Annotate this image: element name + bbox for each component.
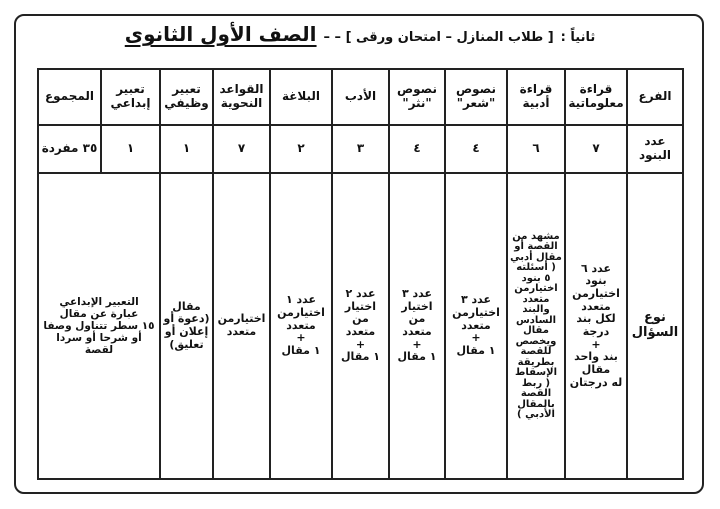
count-prose-texts: ٤ [389, 125, 445, 173]
count-total: ٣٥ مفردة [38, 125, 101, 173]
header-total: المجموع [38, 69, 101, 125]
count-functional-writing: ١ [160, 125, 213, 173]
header-functional-writing: تعبير وظيفي [160, 69, 213, 125]
count-info-reading: ٧ [565, 125, 627, 173]
type-creative-writing: التعبير الإبداعي عبارة عن مقال ١٥ سطر تتناول وصفا أو شرحا أو سردا لقصة [38, 173, 160, 479]
count-literature: ٣ [332, 125, 389, 173]
type-info-reading: عدد ٦ بنود اختيارمن متعدد لكل بند درجة + بند واحد مقال له درجتان [565, 173, 627, 479]
count-rhetoric: ٢ [270, 125, 332, 173]
exam-spec-table [37, 68, 684, 480]
count-creative-writing: ١ [101, 125, 160, 173]
counts-row [38, 125, 683, 173]
header-literature: الأدب [332, 69, 389, 125]
header-row [38, 69, 683, 125]
header-rhetoric: البلاغة [270, 69, 332, 125]
count-literary-reading: ٦ [507, 125, 565, 173]
page-title [0, 22, 720, 46]
type-rhetoric: عدد ١ اختيارمن متعدد + ١ مقال [270, 173, 332, 479]
type-literary-reading: مشهد من القصة أو مقال أدبي ( أسئلته ٥ بنود اختيارمن متعدد والبند السادس مقال ويخصص للقصة بطريقة الإسقاط ( ربط القصة بالمقال الأدبي ) [507, 173, 565, 479]
section-label: ثانياً : [560, 30, 596, 45]
types-row [38, 173, 683, 479]
header-branch: الفرع [627, 69, 683, 125]
header-creative-writing: تعبير إبداعي [101, 69, 160, 125]
type-literature: عدد ٢ اختيار من متعدد + ١ مقال [332, 173, 389, 479]
type-functional-writing: مقال (دعوة أو إعلان أو تعليق) [160, 173, 213, 479]
header-literary-reading: قراءة أدبية [507, 69, 565, 125]
count-poetry-texts: ٤ [445, 125, 507, 173]
type-poetry-texts: عدد ٣ اختيارمن متعدد + ١ مقال [445, 173, 507, 479]
exam-type: [ طلاب المنازل – امتحان ورقى ] – – [323, 30, 554, 45]
type-prose-texts: عدد ٣ اختيار من متعدد + ١ مقال [389, 173, 445, 479]
grade-label: الصف الأول الثانوى [124, 22, 317, 46]
types-label: نوع السؤال [627, 173, 683, 479]
header-prose-texts: نصوص "نثر" [389, 69, 445, 125]
header-info-reading: قراءة معلوماتية [565, 69, 627, 125]
counts-label: عدد البنود [627, 125, 683, 173]
count-grammar: ٧ [213, 125, 270, 173]
type-grammar: اختيارمن متعدد [213, 173, 270, 479]
header-poetry-texts: نصوص "شعر" [445, 69, 507, 125]
header-grammar: القواعد النحوية [213, 69, 270, 125]
